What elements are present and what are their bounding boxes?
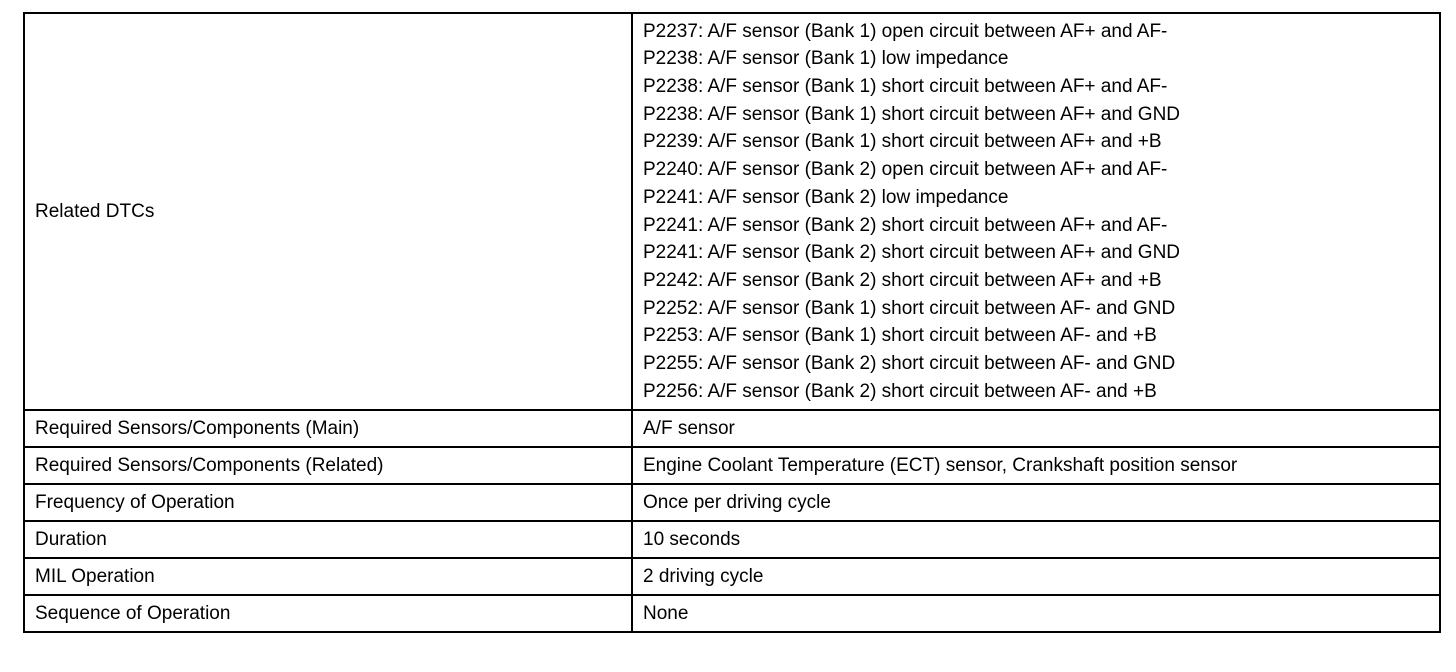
row-label: Required Sensors/Components (Related) xyxy=(24,447,632,484)
dtc-item: P2238: A/F sensor (Bank 1) short circuit between AF+ and GND xyxy=(643,103,1181,125)
row-label: Sequence of Operation xyxy=(24,595,632,632)
related-dtcs-row xyxy=(24,13,1440,410)
table-row-mil-operation xyxy=(24,558,1440,595)
row-value: 2 driving cycle xyxy=(632,558,1440,595)
row-value: 10 seconds xyxy=(632,521,1440,558)
related-dtcs-label: Related DTCs xyxy=(24,13,632,410)
table-row-required-related xyxy=(24,447,1440,484)
dtc-item: P2238: A/F sensor (Bank 1) low impedance xyxy=(643,48,1009,70)
row-value: Once per driving cycle xyxy=(632,484,1440,521)
dtc-item: P2242: A/F sensor (Bank 2) short circuit between AF+ and +B xyxy=(643,269,1162,291)
table-row-duration xyxy=(24,521,1440,558)
related-dtcs-cell xyxy=(632,13,1440,410)
dtc-item: P2252: A/F sensor (Bank 1) short circuit between AF- and GND xyxy=(643,297,1176,319)
dtc-item: P2240: A/F sensor (Bank 2) open circuit between AF+ and AF- xyxy=(643,159,1168,181)
table-row-sequence xyxy=(24,595,1440,632)
dtc-item: P2253: A/F sensor (Bank 1) short circuit between AF- and +B xyxy=(643,325,1157,347)
dtc-item: P2255: A/F sensor (Bank 2) short circuit between AF- and GND xyxy=(643,353,1176,375)
dtc-item: P2238: A/F sensor (Bank 1) short circuit between AF+ and AF- xyxy=(643,75,1168,97)
dtc-item: P2241: A/F sensor (Bank 2) low impedance xyxy=(643,186,1009,208)
row-label: Duration xyxy=(24,521,632,558)
dtc-list xyxy=(643,18,1429,406)
dtc-item: P2237: A/F sensor (Bank 1) open circuit between AF+ and AF- xyxy=(643,20,1168,42)
row-value: A/F sensor xyxy=(632,410,1440,447)
row-label: MIL Operation xyxy=(24,558,632,595)
monitor-spec-table xyxy=(23,12,1441,633)
row-value: None xyxy=(632,595,1440,632)
row-value: Engine Coolant Temperature (ECT) sensor, Crankshaft position sensor xyxy=(632,447,1440,484)
table-row-required-main xyxy=(24,410,1440,447)
row-label: Required Sensors/Components (Main) xyxy=(24,410,632,447)
dtc-item: P2239: A/F sensor (Bank 1) short circuit between AF+ and +B xyxy=(643,131,1162,153)
dtc-item: P2241: A/F sensor (Bank 2) short circuit between AF+ and AF- xyxy=(643,214,1168,236)
row-label: Frequency of Operation xyxy=(24,484,632,521)
table-row-frequency xyxy=(24,484,1440,521)
dtc-item: P2256: A/F sensor (Bank 2) short circuit between AF- and +B xyxy=(643,380,1157,402)
dtc-item: P2241: A/F sensor (Bank 2) short circuit between AF+ and GND xyxy=(643,242,1181,264)
